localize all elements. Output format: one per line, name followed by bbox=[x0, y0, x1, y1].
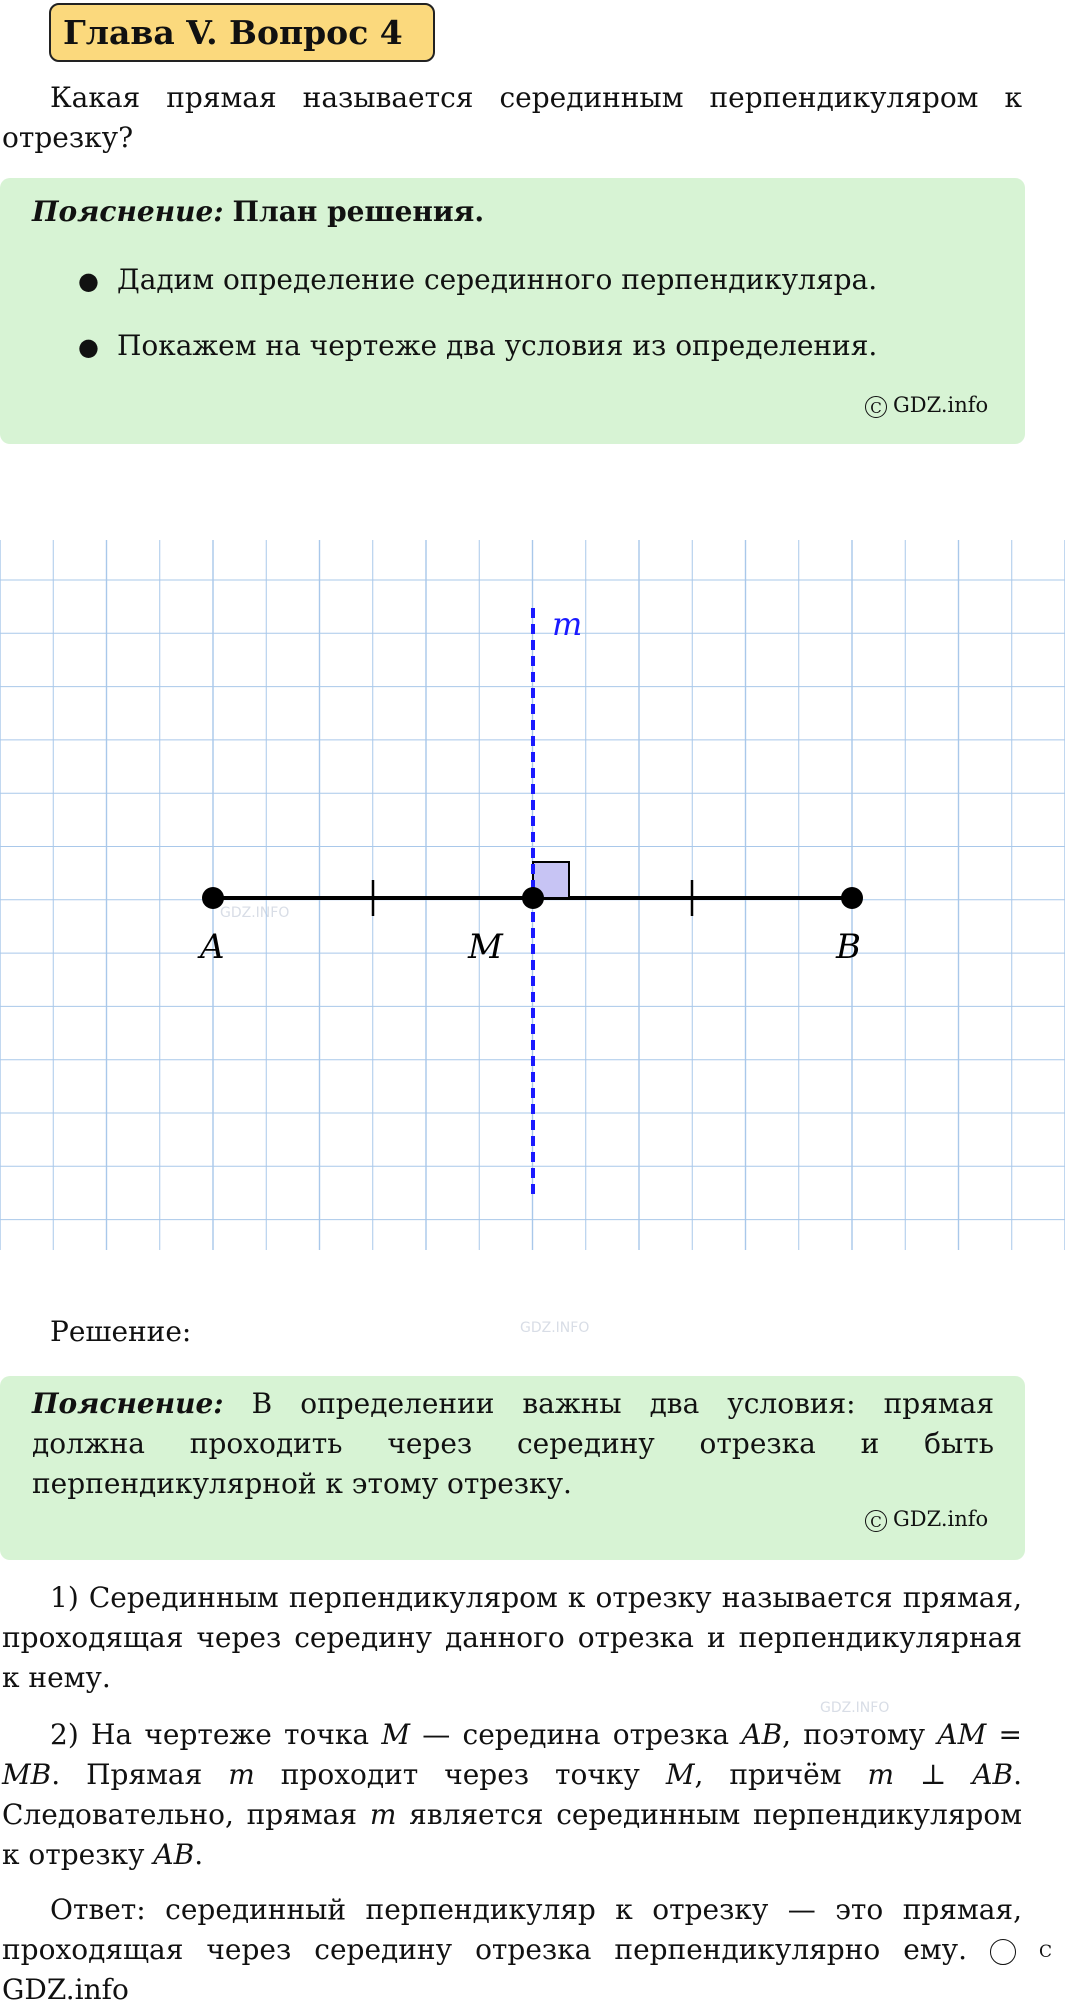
math-var: AM bbox=[937, 1718, 987, 1751]
copyright-note bbox=[865, 393, 988, 418]
chapter-title bbox=[49, 3, 435, 62]
point-m bbox=[522, 887, 544, 909]
text-run: , причём bbox=[694, 1758, 868, 1791]
explanation-label: Пояснение: bbox=[32, 1387, 224, 1420]
text-run: . Прямая bbox=[51, 1758, 229, 1791]
math-var: m bbox=[228, 1758, 255, 1791]
plan-bullet bbox=[78, 326, 877, 367]
watermark: GDZ.INFO bbox=[220, 905, 290, 921]
bullet-icon: ● bbox=[78, 267, 99, 295]
explanation-body: В определении важны два условия: прямая должна проходить через середину отрезка и быть перпендикулярной к этому отрезку. bbox=[32, 1387, 994, 1500]
question-text: Какая прямая называется серединным перпендикуляром к отрезку? bbox=[2, 81, 1022, 154]
bullet-icon: ● bbox=[78, 333, 99, 361]
math-var: M bbox=[665, 1758, 695, 1791]
copyright-icon: C bbox=[990, 1939, 1016, 1965]
plan-bullet bbox=[78, 260, 877, 301]
plan-explanation-box bbox=[0, 178, 1025, 444]
text-run: , поэтому bbox=[782, 1718, 938, 1751]
copyright-icon: C bbox=[865, 1510, 887, 1532]
chapter-title-text: Глава V. Вопрос 4 bbox=[63, 13, 403, 52]
text-run: = bbox=[986, 1718, 1022, 1751]
text-run: . bbox=[194, 1838, 204, 1871]
math-var: AB bbox=[153, 1838, 195, 1871]
explanation-text bbox=[32, 1384, 994, 1504]
plan-bullet-text: Покажем на чертеже два условия из определения. bbox=[116, 329, 878, 362]
point-b bbox=[841, 887, 863, 909]
copyright-text: GDZ.info bbox=[893, 393, 989, 417]
solution-label: Решение: bbox=[50, 1315, 192, 1348]
label-b: B bbox=[836, 927, 861, 967]
math-var: m bbox=[369, 1798, 397, 1831]
text-run: . Следовательно, прямая bbox=[2, 1758, 1022, 1831]
geometry-figure bbox=[0, 540, 1065, 1260]
plan-heading-text: План решения. bbox=[232, 195, 485, 228]
text-run: проходит через точку bbox=[254, 1758, 666, 1791]
copyright-text: GDZ.info bbox=[2, 1973, 129, 2006]
point-a bbox=[202, 887, 224, 909]
label-a: A bbox=[200, 927, 225, 967]
math-var: AB bbox=[741, 1718, 783, 1751]
label-m: M bbox=[468, 927, 503, 967]
answer-text bbox=[2, 1890, 1053, 2010]
copyright-icon: C bbox=[865, 396, 887, 418]
math-var: M bbox=[381, 1718, 410, 1751]
explanation-label: Пояснение: bbox=[32, 195, 224, 228]
text-run: — середина отрезка bbox=[410, 1718, 742, 1751]
answer-body: Ответ: серединный перпендикуляр к отрезку — это прямая, проходящая через середину отрезка перпендикулярно ему. bbox=[2, 1893, 1022, 1966]
copyright-note bbox=[865, 1507, 988, 1532]
text-run: является серединным перпендикуляром к отрезку bbox=[2, 1798, 1022, 1871]
copyright-text: GDZ.info bbox=[893, 1507, 989, 1531]
text-run: 2) На чертеже точка bbox=[50, 1718, 382, 1751]
condition-explanation-box bbox=[0, 1376, 1025, 1560]
drawing-step bbox=[2, 1715, 1022, 1875]
watermark: GDZ.INFO bbox=[820, 1700, 890, 1716]
watermark: GDZ.INFO bbox=[520, 1320, 590, 1336]
definition-step: 1) Серединным перпендикуляром к отрезку называется прямая, проходящая через середину данного отрезка и перпендикулярная к нему. bbox=[2, 1581, 1022, 1694]
plan-bullet-text: Дадим определение серединного перпендикуляра. bbox=[116, 263, 878, 296]
math-var: MB bbox=[2, 1758, 52, 1791]
plan-heading bbox=[32, 192, 484, 232]
label-line-m: m bbox=[552, 605, 583, 643]
math-expression: m ⊥ AB bbox=[867, 1758, 1014, 1791]
